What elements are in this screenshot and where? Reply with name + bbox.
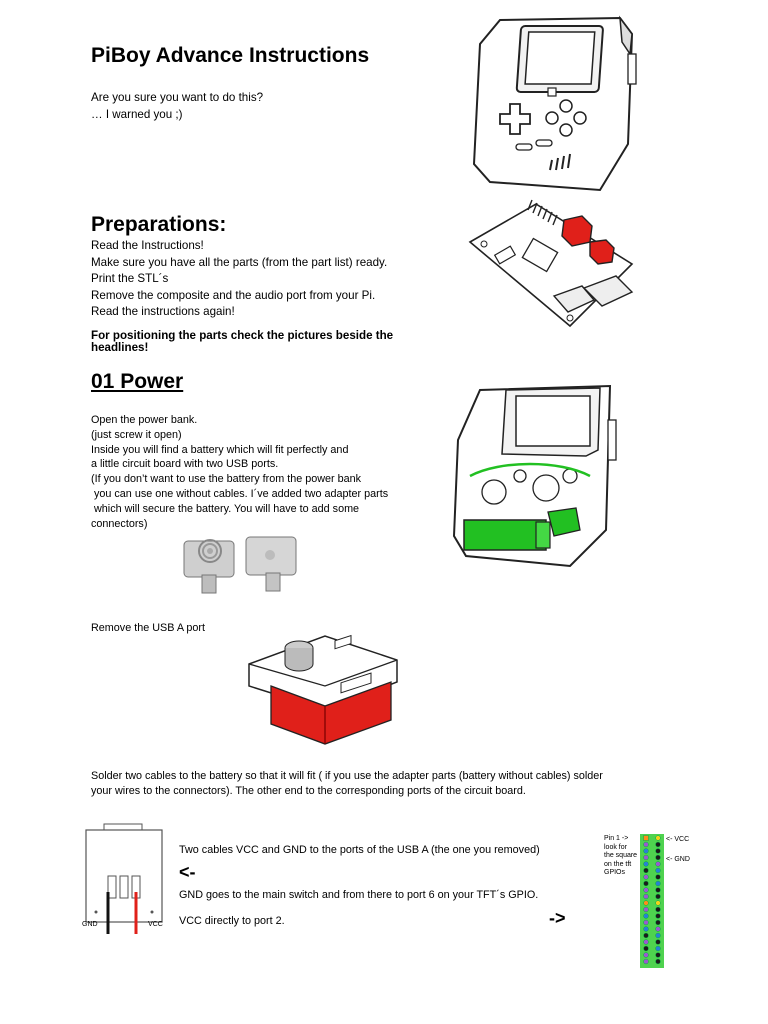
remove-usb-text: Remove the USB A port — [91, 622, 206, 634]
gpio-pin — [644, 959, 649, 964]
gpio-pin — [644, 868, 649, 873]
gpio-pin — [656, 855, 661, 860]
gpio-pin — [656, 914, 661, 919]
gpio-pin — [644, 940, 649, 945]
gpio-pin — [644, 920, 649, 925]
gpio-gnd-label: <- GND — [666, 856, 690, 863]
gpio-pin — [644, 855, 649, 860]
positioning-note — [91, 330, 393, 354]
gpio-pin — [644, 953, 649, 958]
arrow-right: -> — [549, 908, 566, 928]
preparations-list — [91, 238, 387, 321]
battery-cells-drawing-icon — [82, 822, 168, 936]
gpio-pin — [656, 920, 661, 925]
intro-line-2: … I warned you ;) — [91, 107, 183, 121]
gameboy-illustration-icon — [470, 14, 640, 194]
gpio-pin — [656, 946, 661, 951]
gpio-pin — [656, 888, 661, 893]
power-line: Inside you will find a battery which will fit perfectly and — [91, 443, 349, 456]
gpio-pin — [644, 875, 649, 880]
preparation-item: Print the STL´s — [91, 272, 169, 285]
gpio-pin — [644, 836, 649, 841]
positioning-note-line-1: For positioning the parts check the pictures beside the — [91, 329, 394, 342]
gpio-note-line: on the tft — [604, 860, 632, 868]
gpio-note-line: GPIOs — [604, 869, 626, 876]
gpio-pin — [656, 907, 661, 912]
gpio-pin — [656, 868, 661, 873]
power-line: which will secure the battery. You will have to add some — [91, 502, 360, 515]
solder-line-2: your wires to the connectors). The other end to the corresponding ports of the circuit board. — [91, 784, 526, 797]
gpio-pin — [656, 959, 661, 964]
power-line: connectors) — [91, 517, 148, 530]
gpio-pin — [644, 888, 649, 893]
solder-line-1: Solder two cables to the battery so that it will fit ( if you use the adapter parts (battery without cables) solder — [91, 770, 603, 782]
gpio-pin — [644, 907, 649, 912]
battery-gnd-label: GND — [82, 921, 98, 928]
gpio-pin — [656, 940, 661, 945]
gpio-pin — [656, 953, 661, 958]
cables-text: Two cables VCC and GND to the ports of the USB A (the one you removed) — [179, 844, 540, 856]
vcc-text: VCC directly to port 2. — [179, 915, 285, 927]
gpio-pin — [644, 914, 649, 919]
preparation-item: Make sure you have all the parts (from the part list) ready. — [91, 255, 388, 269]
open-case-illustration-icon — [450, 380, 620, 570]
gpio-pin — [656, 862, 661, 867]
power-instructions — [91, 413, 388, 531]
battery-vcc-label: VCC — [148, 921, 163, 928]
positioning-note-line-2: headlines! — [91, 341, 149, 354]
gpio-pin — [644, 946, 649, 951]
intro-text — [91, 90, 263, 123]
gpio-pin — [644, 927, 649, 932]
power-line: (just screw it open) — [91, 428, 182, 441]
power-line: (If you don’t want to use the battery from the power bank — [91, 473, 362, 486]
gpio-pin — [644, 933, 649, 938]
gpio-pin — [656, 875, 661, 880]
gpio-pin — [644, 842, 649, 847]
gpio-pin — [656, 927, 661, 932]
gpio-header-diagram-icon — [640, 834, 664, 968]
usb-board-illustration-icon — [245, 630, 405, 748]
power-line: a little circuit board with two USB ports. — [91, 458, 279, 471]
gpio-pin — [644, 862, 649, 867]
power-line: Open the power bank. — [91, 414, 198, 426]
gpio-vcc-label: <- VCC — [666, 836, 690, 843]
preparations-heading: Preparations: — [91, 213, 227, 236]
gpio-pin — [656, 836, 661, 841]
raspberry-pi-illustration-icon — [466, 196, 636, 336]
gpio-note-line: the square — [604, 852, 638, 859]
gpio-pin — [656, 901, 661, 906]
battery-contacts-photo-icon — [180, 525, 300, 597]
page-title: PiBoy Advance Instructions — [91, 44, 370, 67]
gpio-pin — [644, 894, 649, 899]
gpio-pin — [644, 901, 649, 906]
gpio-pin — [656, 933, 661, 938]
gpio-pin1-note — [604, 835, 637, 878]
preparation-item: Read the instructions again! — [91, 305, 235, 318]
gpio-pin — [656, 894, 661, 899]
gpio-note-line: Pin 1 -> — [604, 835, 629, 842]
gpio-pin — [656, 881, 661, 886]
solder-instructions — [91, 769, 603, 799]
preparation-item: Remove the composite and the audio port from your Pi. — [91, 288, 376, 302]
power-line: you can use one without cables. I´ve added two adapter parts — [91, 487, 389, 500]
gpio-pin — [644, 881, 649, 886]
power-heading: 01 Power — [91, 370, 184, 393]
gnd-text: GND goes to the main switch and from there to port 6 on your TFT´s GPIO. — [179, 889, 539, 901]
gpio-note-line: look for — [604, 843, 627, 851]
gpio-pin — [644, 849, 649, 854]
arrow-left: <- — [179, 862, 196, 882]
intro-line-1: Are you sure you want to do this? — [91, 91, 264, 104]
preparation-item: Read the Instructions! — [91, 239, 204, 252]
gpio-pin — [656, 842, 661, 847]
gpio-pin — [656, 849, 661, 854]
